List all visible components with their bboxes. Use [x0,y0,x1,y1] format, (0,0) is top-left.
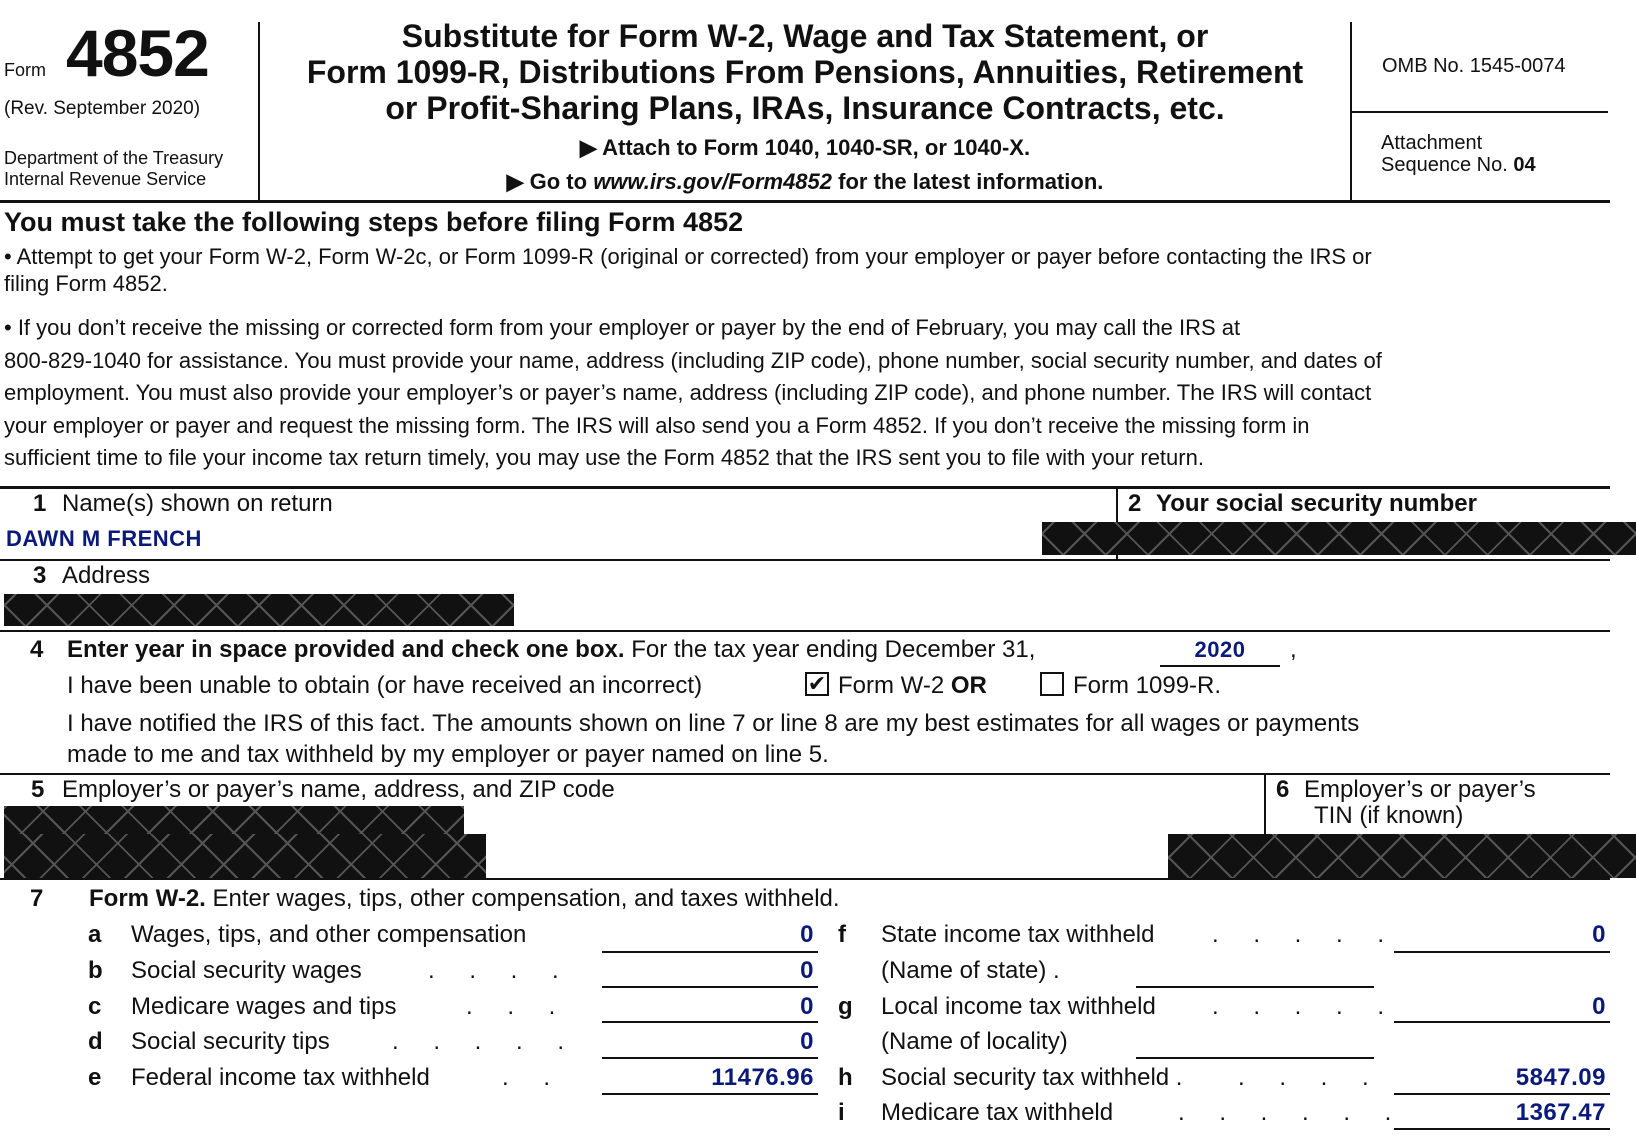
line5-number: 5 [31,776,45,803]
ssn-redaction [1042,522,1636,555]
line7b-letter: b [88,957,103,984]
goto-instruction [262,169,1348,195]
bullet2-line4: your employer or payer and request the missing form. The IRS will also send you a Form 4852. If you don’t receive the missing form in [4,413,1310,438]
line7-text: Enter wages, tips, other compensation, and taxes withheld. [205,885,840,912]
line1-name-value[interactable]: DAWN M FRENCH [6,526,202,551]
line7g-dots: . . . . . [1212,993,1399,1020]
line7a-underline [602,951,818,953]
dept-line2: Internal Revenue Service [4,169,207,189]
tax-year-comma: , [1290,636,1297,663]
line2-number: 2 [1128,490,1142,517]
form-title [262,18,1348,126]
line7i-value[interactable]: 1367.47 [1515,1099,1606,1126]
line7i-dots: . . . . . . [1178,1099,1406,1126]
line7-bold-text: Form W-2. [89,885,206,912]
line7e-value[interactable]: 11476.96 [711,1064,814,1091]
employer-redaction-1 [4,806,464,836]
or-label: OR [950,672,987,699]
line7d-value[interactable]: 0 [800,1028,814,1055]
line7-instruction [89,885,840,913]
line7e-letter: e [88,1064,102,1091]
line1-label: Name(s) shown on return [62,490,333,517]
line7b-label: Social security wages [131,957,362,984]
title-line3: or Profit-Sharing Plans, IRAs, Insurance Contracts, etc. [385,90,1225,126]
line7f-value[interactable]: 0 [1592,921,1606,948]
attach-instruction: ▶ Attach to Form 1040, 1040-SR, or 1040-X. [579,135,1031,160]
line7f-dots: . . . . . [1212,921,1399,948]
line7h-underline [1394,1093,1610,1095]
line7c-underline [602,1021,818,1023]
bullet1-line1: • Attempt to get your Form W-2, Form W-2c, or Form 1099-R (original or corrected) from your employer or payer before contacting the IRS or [4,244,1372,269]
sequence-number: 04 [1513,154,1536,176]
line6-number: 6 [1276,776,1290,803]
line7g-underline [1394,1021,1610,1023]
line5-line6-divider [1264,774,1266,834]
line7a-label: Wages, tips, and other compensation [131,921,527,948]
goto-url[interactable]: www.irs.gov/Form4852 [593,169,833,194]
employer-redaction-2 [4,834,486,878]
line4-bottom-rule [0,773,1610,775]
bullet2-line2: 800-829-1040 for assistance. You must provide your name, address (including ZIP code), phone number, social security number, and dates of [4,348,1382,373]
line6-bottom-rule [0,878,1610,880]
goto-suffix: for the latest information. [832,169,1104,194]
line7e-dots: . . [502,1064,565,1091]
line7-number: 7 [30,885,44,912]
state-name-label: (Name of state) . [881,957,1060,984]
header-divider-left [258,22,260,200]
address-redaction [4,594,514,626]
line3-bottom-rule [0,630,1610,632]
line7c-dots: . . . [466,993,570,1020]
line6-label-line1: Employer’s or payer’s [1304,776,1536,803]
line7d-label: Social security tips [131,1028,330,1055]
line7c-value[interactable]: 0 [800,993,814,1020]
line7g-letter: g [838,993,853,1020]
line3-label: Address [62,562,151,589]
w2-checkbox[interactable]: ✔ [805,672,829,696]
line7a-value[interactable]: 0 [800,921,814,948]
line4-text: For the tax year ending December 31, [624,636,1036,663]
steps-heading: You must take the following steps before filing Form 4852 [4,207,744,237]
attachment-label: Attachment [1381,132,1483,154]
line7h-value[interactable]: 5847.09 [1515,1064,1606,1091]
line7h-label: Social security tax withheld . [881,1064,1183,1091]
w2-label: Form W-2 [838,672,951,699]
line2-bottom-rule [0,559,1610,561]
line1-number: 1 [33,490,47,517]
line7e-label: Federal income tax withheld [131,1064,430,1091]
tax-year-underline [1160,665,1280,667]
bullet2-line5: sufficient time to file your income tax return timely, you may use the Form 4852 that the IRS sent you to file with your return. [4,445,1204,470]
tax-year-value[interactable]: 2020 [1194,637,1246,662]
goto-prefix: ▶ Go to [506,169,594,194]
line7b-value[interactable]: 0 [800,957,814,984]
line3-number: 3 [33,562,47,589]
bullet1-line2: filing Form 4852. [4,271,168,296]
notice-line2: made to me and tax withheld by my employer or payer named on line 5. [67,741,829,768]
line5-label: Employer’s or payer’s name, address, and ZIP code [62,776,615,803]
line7g-value[interactable]: 0 [1592,993,1606,1020]
line7i-letter: i [838,1099,845,1126]
line2-label: Your social security number [1156,490,1477,517]
line7f-letter: f [838,921,846,948]
tin-redaction [1168,834,1636,878]
title-line2: Form 1099-R, Distributions From Pensions, Annuities, Retirement [306,54,1304,90]
line4-instruction [67,636,1035,664]
header-bottom-rule [0,200,1610,203]
line7h-letter: h [838,1064,853,1091]
sequence-label: Sequence No. [1381,154,1514,176]
line7f-underline [1394,951,1610,953]
line7b-underline [602,986,818,988]
line7d-underline [602,1057,818,1059]
unable-text: I have been unable to obtain (or have received an incorrect) [67,672,703,699]
steps-bottom-rule [0,486,1610,489]
line7i-label: Medicare tax withheld [881,1099,1114,1126]
title-line1: Substitute for Form W-2, Wage and Tax Statement, or [401,18,1209,54]
bullet2-line1: • If you don’t receive the missing or corrected form from your employer or payer by the end of February, you may call the IRS at [4,315,1241,340]
line7i-underline [1394,1128,1610,1130]
attachment-sequence [1381,154,1536,176]
line7a-letter: a [88,921,102,948]
line4-bold-text: Enter year in space provided and check one box. [67,636,625,663]
locality-name-underline [1136,1057,1374,1059]
form-revision: (Rev. September 2020) [4,98,201,119]
bullet2-line3: employment. You must also provide your employer’s or payer’s name, address (including ZIP code), and phone number. The IRS will contact [4,380,1372,405]
line7f-label: State income tax withheld [881,921,1155,948]
notice-line1: I have notified the IRS of this fact. The amounts shown on line 7 or line 8 are my best estimates for all wages or payments [67,710,1360,737]
dept-line1: Department of the Treasury [4,148,224,168]
line7c-label: Medicare wages and tips [131,993,397,1020]
omb-divider [1352,111,1608,113]
line7c-letter: c [88,993,102,1020]
w2-checkbox-label [838,672,987,700]
line7d-letter: d [88,1028,103,1055]
line7h-dots: . . . . [1238,1064,1383,1091]
line4-number: 4 [30,636,44,663]
locality-name-label: (Name of locality) [881,1028,1068,1055]
form-number: 4852 [66,16,209,90]
line7b-dots: . . . . [428,957,573,984]
line7d-dots: . . . . . [392,1028,579,1055]
form-label: Form [4,60,46,80]
line6-label-line2: TIN (if known) [1314,802,1464,829]
line7g-label: Local income tax withheld [881,993,1156,1020]
form1099r-checkbox-label: Form 1099-R. [1073,672,1222,699]
state-name-underline [1136,986,1374,988]
line7e-underline [602,1093,818,1095]
omb-number: OMB No. 1545-0074 [1382,55,1566,77]
form1099r-checkbox[interactable] [1040,672,1064,696]
